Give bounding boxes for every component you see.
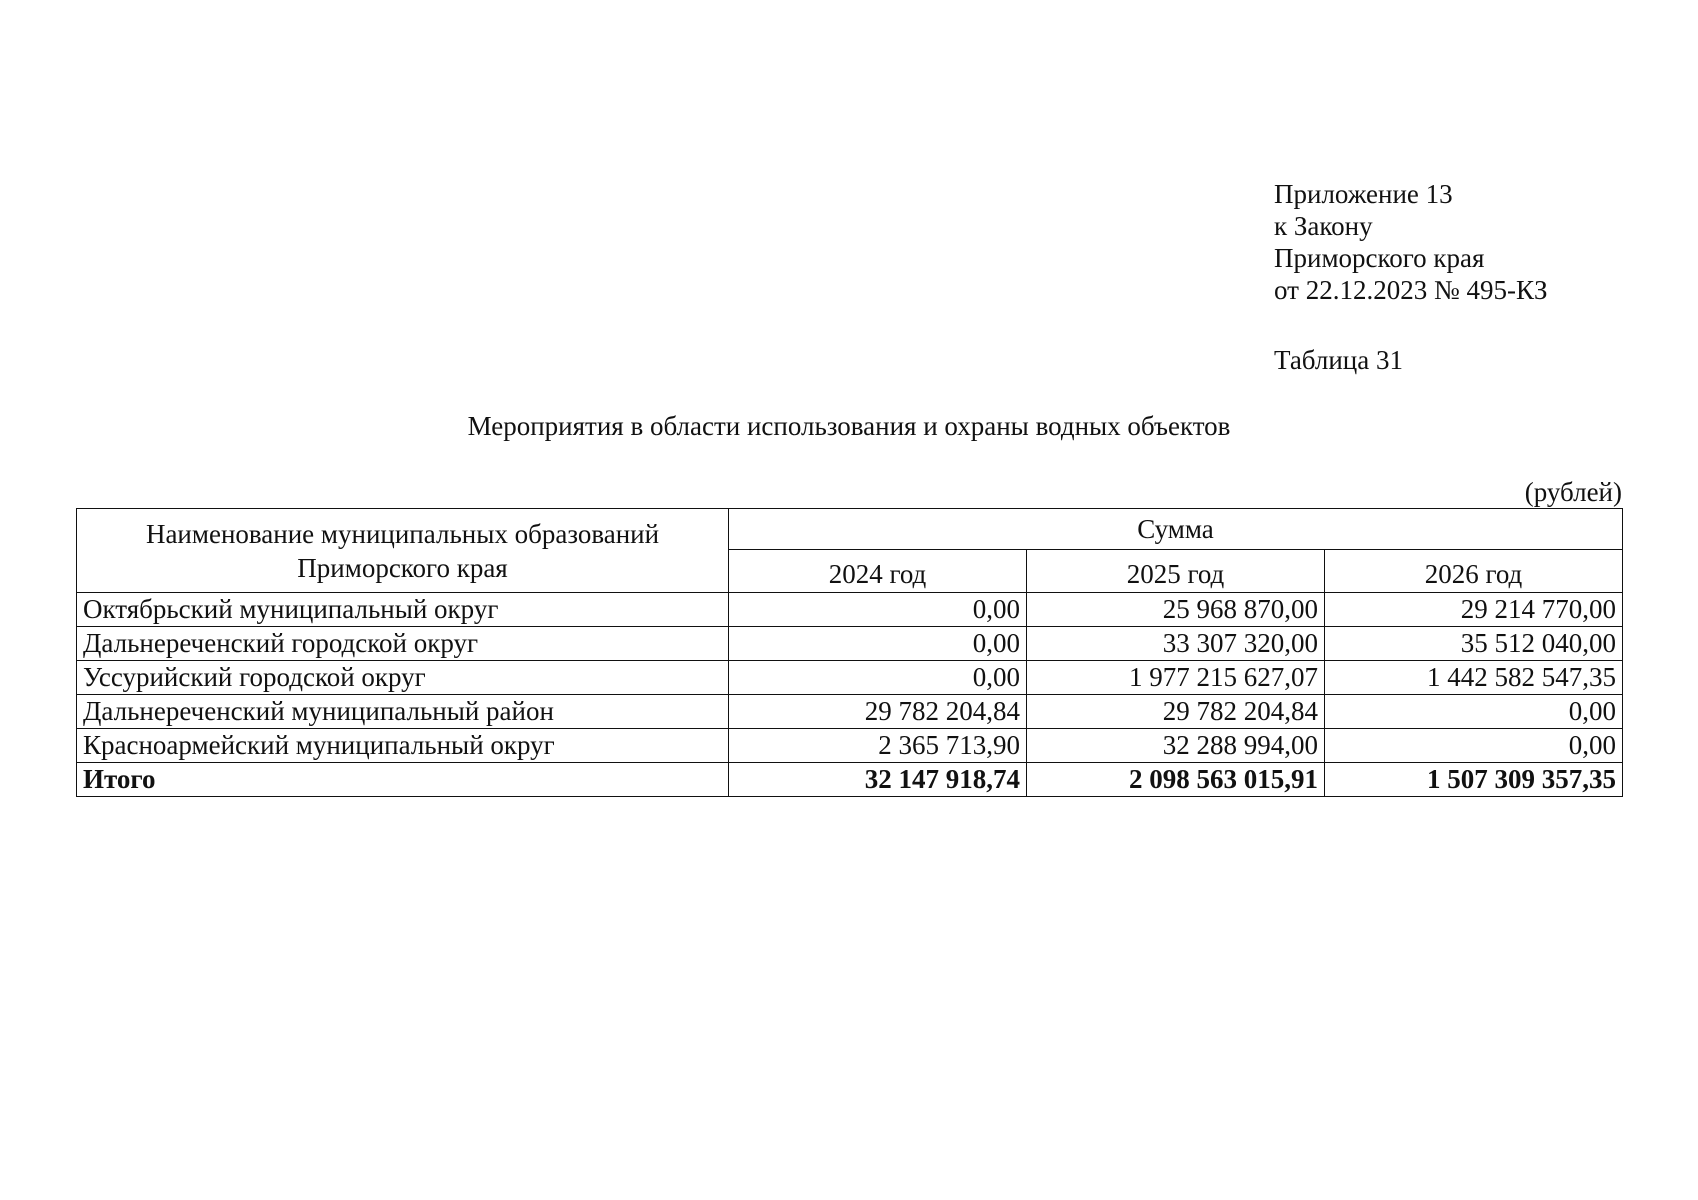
amount-cell: 33 307 320,00 (1027, 627, 1325, 661)
table-row (77, 695, 1623, 729)
name-header-line: Наименование муниципальных образований (145, 518, 660, 549)
appendix-block (1274, 178, 1547, 306)
amount-cell: 0,00 (729, 593, 1027, 627)
total-amount-cell: 2 098 563 015,91 (1027, 763, 1325, 797)
year-header: 2024 год (729, 550, 1027, 593)
amount-cell: 32 288 994,00 (1027, 729, 1325, 763)
total-label: Итого (77, 763, 729, 797)
table-number: Таблица 31 (1274, 345, 1403, 375)
amount-cell: 0,00 (1325, 695, 1623, 729)
amount-cell: 0,00 (729, 661, 1027, 695)
appendix-line: к Закону (1274, 211, 1373, 241)
table-row (77, 593, 1623, 627)
amount-cell: 2 365 713,90 (729, 729, 1027, 763)
municipality-name: Уссурийский городской округ (77, 661, 729, 695)
amount-cell: 29 782 204,84 (1027, 695, 1325, 729)
table-row (77, 661, 1623, 695)
amount-cell: 25 968 870,00 (1027, 593, 1325, 627)
municipality-name: Октябрьский муниципальный округ (77, 593, 729, 627)
year-header: 2025 год (1027, 550, 1325, 593)
total-row (77, 763, 1623, 797)
sum-column-header: Сумма (729, 509, 1623, 550)
total-amount-cell: 1 507 309 357,35 (1325, 763, 1623, 797)
amount-cell: 1 442 582 547,35 (1325, 661, 1623, 695)
amount-cell: 35 512 040,00 (1325, 627, 1623, 661)
name-header-line: Приморского края (297, 552, 508, 583)
appendix-line: Приморского края (1274, 243, 1485, 273)
document-title: Мероприятия в области использования и охраны водных объектов (467, 411, 1231, 441)
budget-table (76, 508, 1623, 797)
amount-cell: 0,00 (1325, 729, 1623, 763)
table-row (77, 729, 1623, 763)
municipality-name: Дальнереченский муниципальный район (77, 695, 729, 729)
unit-label: (рублей) (1524, 477, 1622, 507)
appendix-line: от 22.12.2023 № 495-КЗ (1274, 275, 1548, 305)
total-amount-cell: 32 147 918,74 (729, 763, 1027, 797)
municipality-name: Дальнереченский городской округ (77, 627, 729, 661)
amount-cell: 0,00 (729, 627, 1027, 661)
appendix-line: Приложение 13 (1274, 179, 1453, 209)
year-header: 2026 год (1325, 550, 1623, 593)
municipality-name: Красноармейский муниципальный округ (77, 729, 729, 763)
name-column-header (77, 509, 729, 593)
amount-cell: 29 782 204,84 (729, 695, 1027, 729)
amount-cell: 1 977 215 627,07 (1027, 661, 1325, 695)
table-row (77, 627, 1623, 661)
amount-cell: 29 214 770,00 (1325, 593, 1623, 627)
